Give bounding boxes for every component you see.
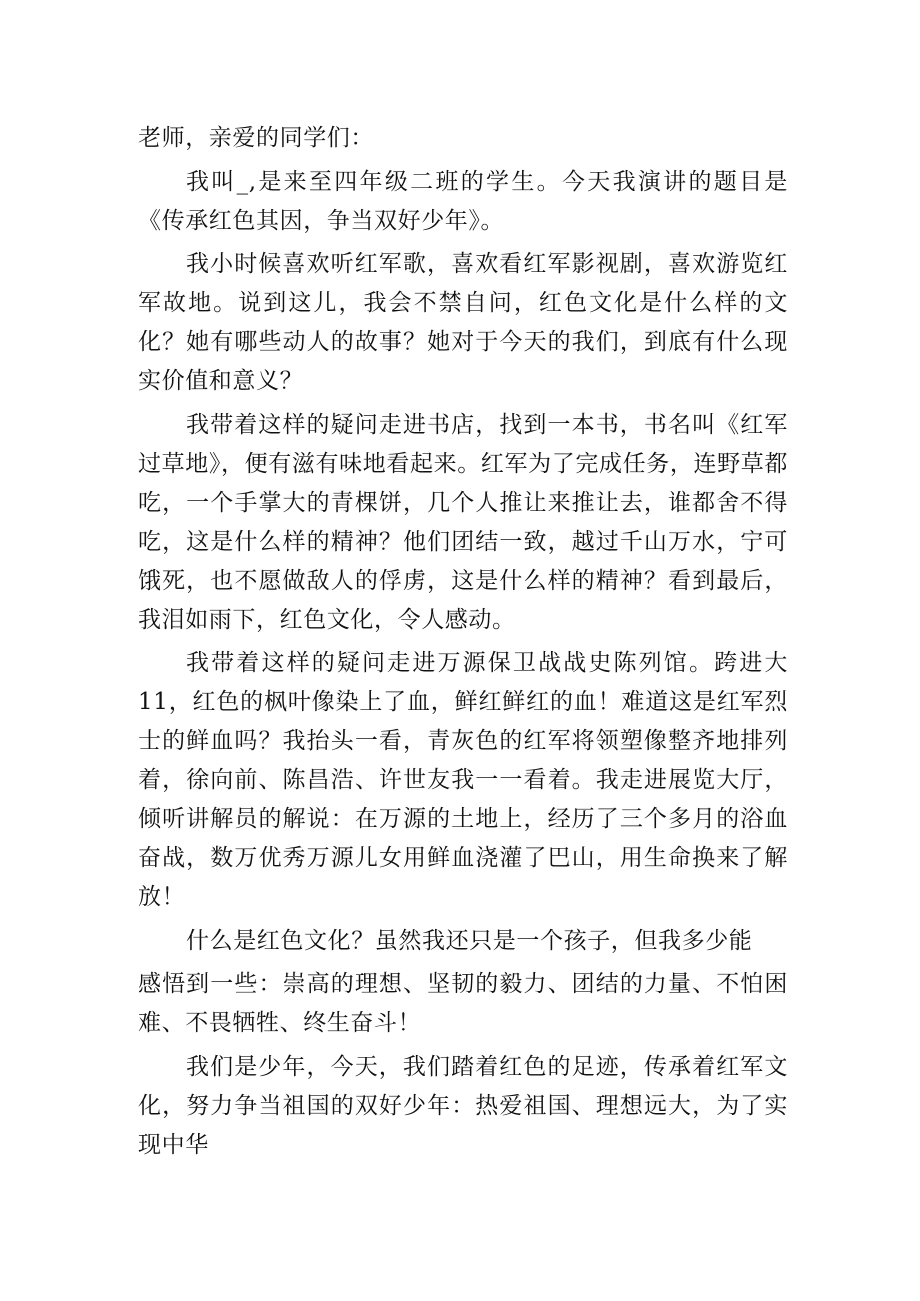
- paragraph-museum: 我带着这样的疑问走进万源保卫战战史陈列馆。跨进大11，红色的枫叶像染上了血，鲜红鲜红的血！难道这是红军烈士的鲜血吗？我抬头一看，青灰色的红军将领塑像整齐地排列着，徐向前、陈昌浩、许世友我一一看着。我走进展览大厅，倾听讲解员的解说：在万源的土地上，经历了三个多月的浴血奋战，数万优秀万源儿女用鲜血浇灌了巴山，用生命换来了解放！: [138, 650, 788, 910]
- salutation: 老师，亲爱的同学们：: [138, 125, 374, 151]
- paragraph-bookstore: 我带着这样的疑问走进书店，找到一本书，书名叫《红军过草地》，便有滋有味地看起来。红军为了完成任务，连野草都吃，一个手掌大的青棵饼，几个人推让来推让去，谁都舍不得吃，这是什么样的精神？他们团结一致，越过千山万水，宁可饿死，也不愿做敌人的俘虏，这是什么样的精神？看到最后，我泪如雨下，红色文化，令人感动。: [138, 411, 788, 633]
- speech-text: [138, 119, 788, 1169]
- paragraph-youth: 我们是少年，今天，我们踏着红色的足迹，传承着红军文化，努力争当祖国的双好少年：热爱祖国、理想远大，为了实现中华: [138, 1053, 788, 1158]
- paragraph-intro: 我叫_,是来至四年级二班的学生。今天我演讲的题目是《传承红色其因，争当双好少年》。: [138, 168, 788, 234]
- paragraph-red-culture-answer: 感悟到一些：崇高的理想、坚韧的毅力、团结的力量、不怕困难、不畏牺牲、终生奋斗！: [138, 971, 788, 1036]
- paragraph-red-culture-question: 什么是红色文化？虽然我还只是一个孩子，但我多少能: [186, 927, 753, 954]
- paragraph-childhood: 我小时候喜欢听红军歌，喜欢看红军影视剧，喜欢游览红军故地。说到这儿，我会不禁自问，红色文化是什么样的文化？她有哪些动人的故事？她对于今天的我们，到底有什么现实价值和意义？: [138, 251, 788, 394]
